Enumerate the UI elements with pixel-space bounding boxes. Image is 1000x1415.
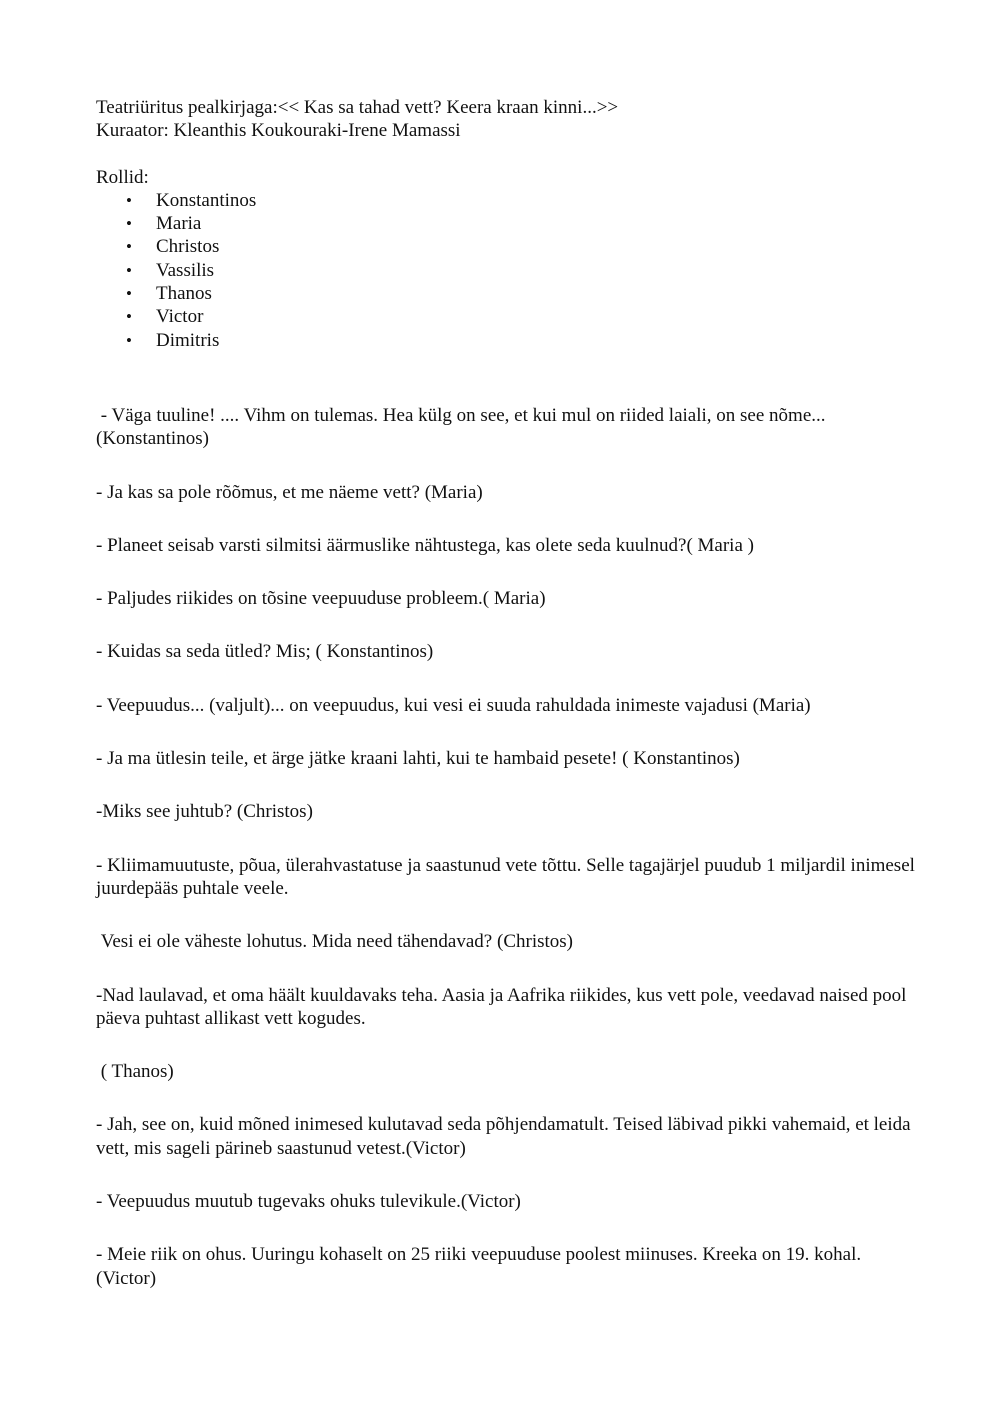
role-name: Konstantinos [156, 189, 257, 211]
dialogue-section [96, 404, 916, 1290]
role-name: Dimitris [156, 329, 220, 351]
dialogue-line: -Nad laulavad, et oma häält kuuldavaks teha. Aasia ja Aafrika riikides, kus vett pole, veedavad naised pool päeva puhtast allikast vett kogudes. [96, 984, 907, 1029]
role-name: Christos [156, 236, 220, 258]
bullet-icon: • [126, 307, 132, 327]
dialogue-line: - Kuidas sa seda ütled? Mis; ( Konstantinos) [96, 641, 434, 663]
role-item [96, 259, 916, 282]
role-name: Victor [156, 306, 204, 328]
bullet-icon: • [126, 237, 132, 257]
dialogue-line: - Jah, see on, kuid mõned inimesed kulutavad seda põhjendamatult. Teised läbivad pikki vahemaid, et leida vett, mis sageli pärineb saastunud vetest.(Victor) [96, 1114, 911, 1159]
event-title: Teatriüritus pealkirjaga:<< Kas sa tahad vett? Keera kraan kinni...>> [96, 97, 619, 118]
dialogue-line: ( Thanos) [96, 1061, 174, 1083]
dialogue-line: - Paljudes riikides on tõsine veepuuduse probleem.( Maria) [96, 588, 546, 610]
role-name: Maria [156, 213, 202, 235]
role-item [96, 235, 916, 258]
bullet-icon: • [126, 260, 132, 280]
role-item [96, 305, 916, 328]
dialogue-line: - Väga tuuline! .... Vihm on tulemas. Hea külg on see, et kui mul on riided laiali, on see nõme... (Konstantinos) [96, 404, 831, 450]
dialogue-line: - Meie riik on ohus. Uuringu kohaselt on 25 riiki veepuuduse poolest miinuses. Kreeka on 19. kohal.(Victor) [96, 1244, 862, 1289]
bullet-icon: • [126, 214, 132, 234]
dialogue-line: - Kliimamuutuste, põua, ülerahvastatuse ja saastunud vete tõttu. Selle tagajärjel puudub 1 miljardil inimesel juurdepääs puhtale veele. [96, 854, 915, 899]
dialogue-line: - Planeet seisab varsti silmitsi äärmuslike nähtustega, kas olete seda kuulnud?( Maria ) [96, 534, 754, 556]
bullet-icon: • [126, 190, 132, 210]
curator-line: Kuraator: Kleanthis Koukouraki-Irene Mamassi [96, 120, 461, 142]
document-page [96, 96, 916, 1320]
role-item [96, 189, 916, 212]
dialogue-line: Vesi ei ole väheste lohutus. Mida need tähendavad? (Christos) [96, 931, 573, 953]
dialogue-line: - Veepuudus... (valjult)... on veepuudus, kui vesi ei suuda rahuldada inimeste vajadusi (Maria) [96, 694, 811, 716]
role-item [96, 329, 916, 352]
dialogue-line: -Miks see juhtub? (Christos) [96, 801, 313, 823]
role-name: Vassilis [156, 259, 215, 281]
bullet-icon: • [126, 330, 132, 350]
dialogue-line: - Ja kas sa pole rõõmus, et me näeme vett? (Maria) [96, 481, 483, 503]
roles-list [96, 189, 916, 352]
role-name: Thanos [156, 283, 212, 305]
roles-label: Rollid: [96, 166, 149, 188]
role-item [96, 212, 916, 235]
dialogue-line: - Veepuudus muutub tugevaks ohuks tulevikule.(Victor) [96, 1191, 521, 1213]
bullet-icon: • [126, 284, 132, 304]
dialogue-line: - Ja ma ütlesin teile, et ärge jätke kraani lahti, kui te hambaid pesete! ( Konstantinos) [96, 748, 740, 770]
role-item [96, 282, 916, 305]
